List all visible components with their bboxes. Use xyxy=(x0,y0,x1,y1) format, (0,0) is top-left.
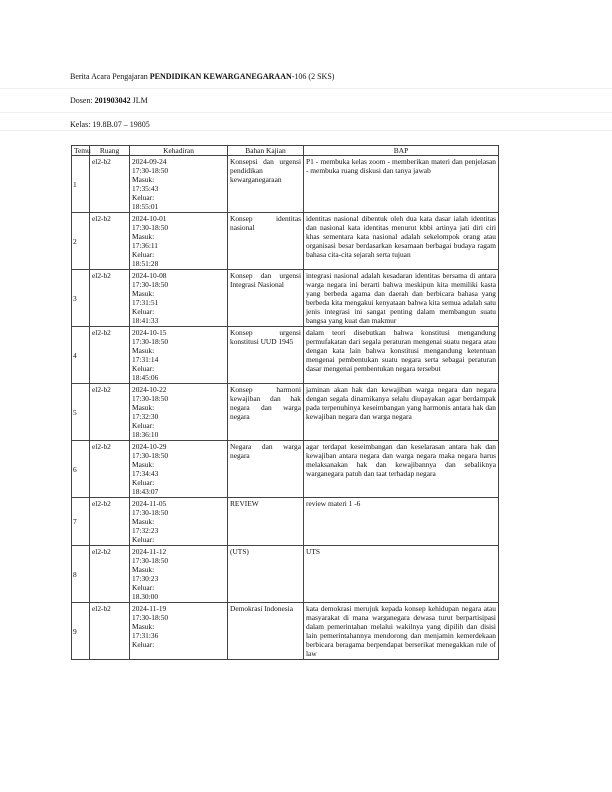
cell-temu: 2 xyxy=(72,213,90,270)
table-row xyxy=(72,384,499,441)
cell-bap: jaminan akan hak dan kewajiban warga negara dan negara dengan segala dinamikanya selalu diupayakan agar berdampak pada terpenuhinya keseimbangan yang harmonis antara hak dan kewajiban negara dan warga negara xyxy=(304,384,499,441)
dosen-name: JLM xyxy=(130,96,148,105)
kehadiran-line: 17:30-18:50 xyxy=(132,166,169,175)
kehadiran-line: 17:31:14 xyxy=(132,355,159,364)
cell-bap: identitas nasional dibentuk oleh dua kata dasar ialah identitas dan nasional kata identitas menurut kbbi artinya jati diri ciri khas sementara kata nasional adalah sekelompok orang atau organisasi besar berdasarkan kesamaan berbagai budaya ragam bahasa cita-cita sejarah serta tujuan xyxy=(304,213,499,270)
cell-ruang: el2-b2 xyxy=(90,156,130,213)
kehadiran-line: 2024-10-22 xyxy=(132,385,167,394)
header-ruang: Ruang xyxy=(90,146,130,156)
kehadiran-line: Masuk: xyxy=(132,403,155,412)
kehadiran-line: 17:30-18:50 xyxy=(132,508,169,517)
table-row xyxy=(72,156,499,213)
kehadiran-line: 17:30-18:50 xyxy=(132,613,169,622)
course-title-line xyxy=(70,72,334,81)
kehadiran-line: Masuk: xyxy=(132,622,155,631)
cell-bap: agar terdapat keseimbangan dan keselarasan antara hak dan kewajiban antara negara dan warga negara maka negara harus melaksanakan hak dan kewajibannya dan sebaliknya warganegara patuh dan taat terhadap negara xyxy=(304,441,499,498)
header-temu: Temu xyxy=(72,146,90,156)
kehadiran-line: Masuk: xyxy=(132,346,155,355)
attendance-table xyxy=(71,145,499,660)
table-header-row xyxy=(72,146,499,156)
cell-bahan-kajian: Negara dan warga negara xyxy=(228,441,304,498)
kehadiran-line: 17:30-18:50 xyxy=(132,280,169,289)
cell-bahan-kajian: Konsep harmoni kewajiban dan hak negara dan warga negara xyxy=(228,384,304,441)
header-kehadiran: Kehadiran xyxy=(130,146,228,156)
cell-kehadiran xyxy=(130,498,228,546)
kehadiran-line: 2024-11-05 xyxy=(132,499,167,508)
class-line: Kelas: 19.8B.07 – 19805 xyxy=(70,120,150,129)
kehadiran-line: 17:31:51 xyxy=(132,298,159,307)
cell-temu: 8 xyxy=(72,546,90,603)
table-row xyxy=(72,327,499,384)
cell-temu: 1 xyxy=(72,156,90,213)
kehadiran-line: 17:30-18:50 xyxy=(132,337,169,346)
kehadiran-line: 17:30-18:50 xyxy=(132,394,169,403)
cell-bahan-kajian: (UTS) xyxy=(228,546,304,603)
cell-kehadiran xyxy=(130,441,228,498)
cell-bahan-kajian: REVIEW xyxy=(228,498,304,546)
kehadiran-line: 2024-10-01 xyxy=(132,214,167,223)
kehadiran-line: 18:36:10 xyxy=(132,430,159,439)
cell-temu: 5 xyxy=(72,384,90,441)
kehadiran-line: Keluar: xyxy=(132,478,155,487)
lecturer-line xyxy=(70,96,148,105)
table-row xyxy=(72,546,499,603)
table-row xyxy=(72,441,499,498)
cell-bahan-kajian: Konsepsi dan urgensi pendidikan kewarganegaraan xyxy=(228,156,304,213)
kehadiran-line: 17:30:23 xyxy=(132,574,159,583)
kehadiran-line: Masuk: xyxy=(132,232,155,241)
cell-kehadiran xyxy=(130,156,228,213)
kehadiran-line: 17:34:43 xyxy=(132,469,159,478)
cell-bap: dalam teori disebutkan bahwa konstitusi mengandung permufakatan dari segala peraturan mengenai suatu negara atau dengan kata lain bahwa konstitusi mengandung ketentuan mengenai pembentukan suatu negara serta sebagai peraturan dasar mengenai pembentukan negara tersebut xyxy=(304,327,499,384)
cell-bap: P1 - membuka kelas zoom - memberikan materi dan penjelasan - membuka ruang diskusi dan tanya jawab xyxy=(304,156,499,213)
kehadiran-line: 17:35:43 xyxy=(132,184,159,193)
header-bahan-kajian: Bahan Kajian xyxy=(228,146,304,156)
kehadiran-line: 18:55:01 xyxy=(132,202,159,211)
kehadiran-line: 2024-11-12 xyxy=(132,547,167,556)
cell-ruang: el2-b2 xyxy=(90,603,130,660)
kehadiran-line: Masuk: xyxy=(132,460,155,469)
kehadiran-line: Keluar: xyxy=(132,250,155,259)
kehadiran-line: Keluar: xyxy=(132,307,155,316)
cell-ruang: el2-b2 xyxy=(90,384,130,441)
kehadiran-line: Keluar: xyxy=(132,364,155,373)
cell-bahan-kajian: Konsep identitas nasional xyxy=(228,213,304,270)
cell-ruang: el2-b2 xyxy=(90,270,130,327)
cell-temu: 6 xyxy=(72,441,90,498)
kehadiran-line: 17:30-18:50 xyxy=(132,556,169,565)
kehadiran-line: Masuk: xyxy=(132,565,155,574)
table-row xyxy=(72,270,499,327)
cell-ruang: el2-b2 xyxy=(90,441,130,498)
dosen-id: 201903042 xyxy=(94,96,131,105)
kehadiran-line: 17:32:23 xyxy=(132,526,159,535)
cell-kehadiran xyxy=(130,213,228,270)
cell-bahan-kajian: Demokrasi Indonesia xyxy=(228,603,304,660)
kehadiran-line: 18:51:28 xyxy=(132,259,159,268)
cell-kehadiran xyxy=(130,384,228,441)
cell-temu: 7 xyxy=(72,498,90,546)
kehadiran-line: Keluar: xyxy=(132,421,155,430)
cell-temu: 3 xyxy=(72,270,90,327)
cell-bahan-kajian: Konsep urgensi konstitusi UUD 1945 xyxy=(228,327,304,384)
kehadiran-line: 18:45:06 xyxy=(132,373,159,382)
kehadiran-line: Keluar: xyxy=(132,640,155,649)
kehadiran-line: 17:36:11 xyxy=(132,241,159,250)
kehadiran-line: 2024-09-24 xyxy=(132,157,167,166)
course-suffix: -106 (2 SKS) xyxy=(291,72,335,81)
cell-bap: integrasi nasional adalah kesadaran identitas bersama di antara warga negara ini berarti bahwa meskipun kita memiliki kasta yang berbeda agama dan daerah dan berbicara bahasa yang berbeda kita mengakui kenyataan bahwa kita semua adalah satu jenis integrasi ini sangat penting dalam membangun suatu bangsa yang kuat dan makmur xyxy=(304,270,499,327)
course-name: PENDIDIKAN KEWARGANEGARAAN xyxy=(149,72,292,81)
kehadiran-line: 17:31:36 xyxy=(132,631,159,640)
kehadiran-line: 18.30:00 xyxy=(132,592,159,601)
cell-kehadiran xyxy=(130,546,228,603)
cell-bap: UTS xyxy=(304,546,499,603)
table-row xyxy=(72,603,499,660)
cell-ruang: el2-b2 xyxy=(90,213,130,270)
kehadiran-line: 17:30-18:50 xyxy=(132,451,169,460)
cell-temu: 9 xyxy=(72,603,90,660)
cell-ruang: el2-b2 xyxy=(90,327,130,384)
header-bap: BAP xyxy=(304,146,499,156)
cell-ruang: el2-b2 xyxy=(90,498,130,546)
kehadiran-line: 2024-11-19 xyxy=(132,604,167,613)
kehadiran-line: Masuk: xyxy=(132,289,155,298)
cell-ruang: el2-b2 xyxy=(90,546,130,603)
kehadiran-line: Masuk: xyxy=(132,517,155,526)
cell-temu: 4 xyxy=(72,327,90,384)
kehadiran-line: 2024-10-08 xyxy=(132,271,167,280)
table-row xyxy=(72,213,499,270)
cell-bahan-kajian: Konsep dan urgensi Integrasi Nasional xyxy=(228,270,304,327)
cell-kehadiran xyxy=(130,603,228,660)
cell-bap: review materi 1 -6 xyxy=(304,498,499,546)
cell-kehadiran xyxy=(130,270,228,327)
kehadiran-line: 18:41:33 xyxy=(132,316,159,325)
kehadiran-line: 18:43:07 xyxy=(132,487,159,496)
kehadiran-line: Keluar: xyxy=(132,193,155,202)
kehadiran-line: 2024-10-15 xyxy=(132,328,167,337)
cell-kehadiran xyxy=(130,327,228,384)
kehadiran-line: Keluar: xyxy=(132,535,155,544)
kehadiran-line: 17:30-18:50 xyxy=(132,223,169,232)
separator xyxy=(0,88,612,89)
berita-prefix: Berita Acara Pengajaran xyxy=(70,72,150,81)
kehadiran-line: Masuk: xyxy=(132,175,155,184)
separator xyxy=(0,112,612,113)
kehadiran-line: Keluar: xyxy=(132,583,155,592)
table-row xyxy=(72,498,499,546)
separator xyxy=(0,130,612,131)
dosen-label: Dosen: xyxy=(70,96,95,105)
kehadiran-line: 2024-10-29 xyxy=(132,442,167,451)
cell-bap: kata demokrasi merujuk kepada konsep kehidupan negara atau masyarakat di mana warganegara dewasa turut berpartisipasi dalam pemerintahan melalui wakilnya yang dipilih dan disisi lain pemerintahannya mendorong dan menjamin kemerdekaan berbicara beragama berpendapat berserikat menegakkan rule of law xyxy=(304,603,499,660)
kehadiran-line: 17:32:30 xyxy=(132,412,159,421)
